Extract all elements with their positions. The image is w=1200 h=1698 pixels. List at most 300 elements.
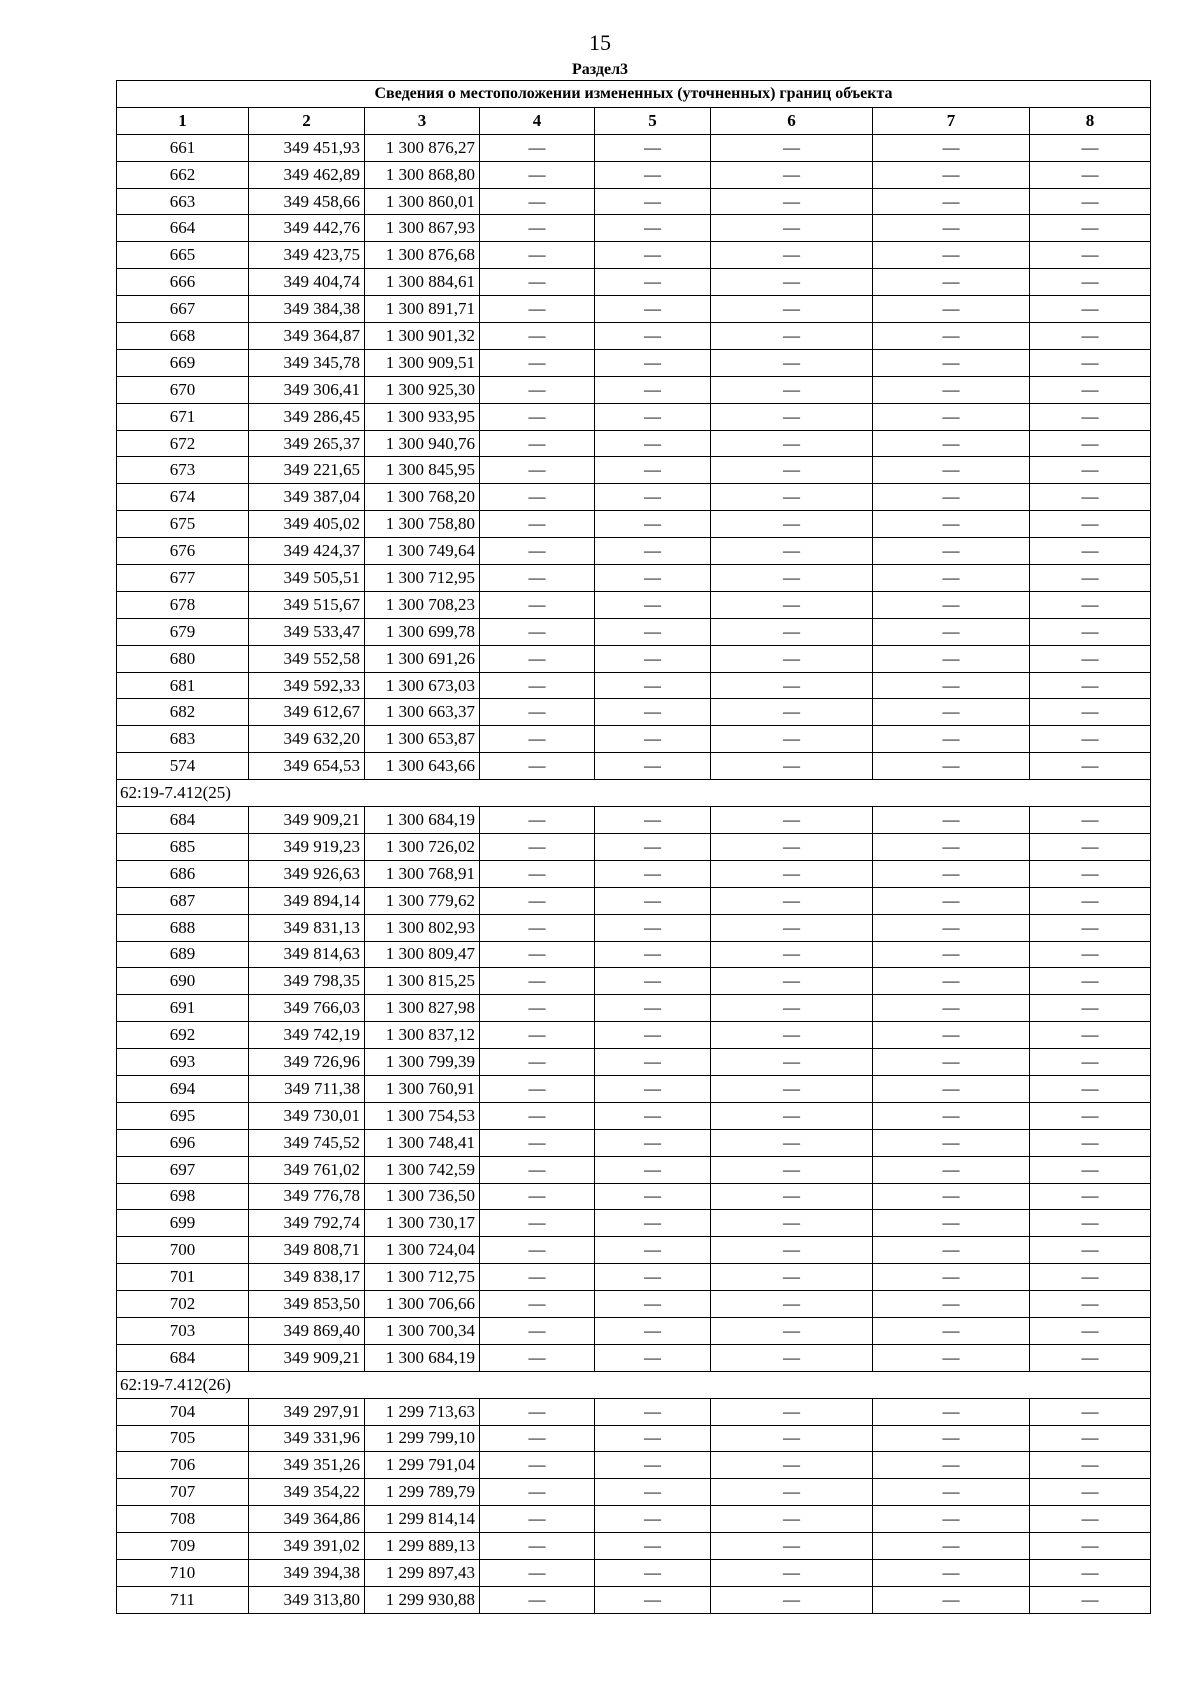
y-coordinate-cell: 1 300 708,23 xyxy=(365,591,480,618)
table-row xyxy=(117,296,1151,323)
x-coordinate-cell: 349 909,21 xyxy=(249,1344,365,1371)
empty-value-dash: — xyxy=(595,430,711,457)
empty-value-dash: — xyxy=(1030,914,1151,941)
empty-value-dash: — xyxy=(480,1344,595,1371)
column-number-row xyxy=(117,107,1151,134)
empty-value-dash: — xyxy=(595,1533,711,1560)
empty-value-dash: — xyxy=(480,1183,595,1210)
empty-value-dash: — xyxy=(595,1344,711,1371)
empty-value-dash: — xyxy=(1030,565,1151,592)
empty-value-dash: — xyxy=(595,349,711,376)
table-row xyxy=(117,1344,1151,1371)
empty-value-dash: — xyxy=(711,1506,873,1533)
empty-value-dash: — xyxy=(1030,618,1151,645)
empty-value-dash: — xyxy=(711,887,873,914)
empty-value-dash: — xyxy=(873,430,1030,457)
x-coordinate-cell: 349 838,17 xyxy=(249,1264,365,1291)
empty-value-dash: — xyxy=(873,511,1030,538)
point-number-cell: 710 xyxy=(117,1559,249,1586)
x-coordinate-cell: 349 265,37 xyxy=(249,430,365,457)
y-coordinate-cell: 1 300 884,61 xyxy=(365,269,480,296)
empty-value-dash: — xyxy=(595,565,711,592)
table-caption: Сведения о местоположении измененных (уточненных) границ объекта xyxy=(117,81,1151,108)
empty-value-dash: — xyxy=(711,807,873,834)
empty-value-dash: — xyxy=(711,1344,873,1371)
y-coordinate-cell: 1 300 724,04 xyxy=(365,1237,480,1264)
empty-value-dash: — xyxy=(1030,1344,1151,1371)
empty-value-dash: — xyxy=(595,618,711,645)
empty-value-dash: — xyxy=(595,1183,711,1210)
table-row xyxy=(117,403,1151,430)
empty-value-dash: — xyxy=(711,1586,873,1613)
point-number-cell: 680 xyxy=(117,645,249,672)
empty-value-dash: — xyxy=(711,726,873,753)
empty-value-dash: — xyxy=(595,1022,711,1049)
empty-value-dash: — xyxy=(595,860,711,887)
empty-value-dash: — xyxy=(1030,349,1151,376)
y-coordinate-cell: 1 300 730,17 xyxy=(365,1210,480,1237)
empty-value-dash: — xyxy=(711,591,873,618)
empty-value-dash: — xyxy=(595,1129,711,1156)
empty-value-dash: — xyxy=(873,349,1030,376)
table-row xyxy=(117,1129,1151,1156)
empty-value-dash: — xyxy=(711,1156,873,1183)
empty-value-dash: — xyxy=(595,1452,711,1479)
empty-value-dash: — xyxy=(1030,1264,1151,1291)
x-coordinate-cell: 349 632,20 xyxy=(249,726,365,753)
empty-value-dash: — xyxy=(873,914,1030,941)
empty-value-dash: — xyxy=(873,887,1030,914)
x-coordinate-cell: 349 387,04 xyxy=(249,484,365,511)
table-row xyxy=(117,995,1151,1022)
empty-value-dash: — xyxy=(711,995,873,1022)
empty-value-dash: — xyxy=(1030,699,1151,726)
y-coordinate-cell: 1 300 749,64 xyxy=(365,538,480,565)
y-coordinate-cell: 1 300 758,80 xyxy=(365,511,480,538)
table-row xyxy=(117,618,1151,645)
empty-value-dash: — xyxy=(480,1425,595,1452)
x-coordinate-cell: 349 423,75 xyxy=(249,242,365,269)
empty-value-dash: — xyxy=(873,672,1030,699)
table-row xyxy=(117,807,1151,834)
empty-value-dash: — xyxy=(1030,538,1151,565)
point-number-cell: 672 xyxy=(117,430,249,457)
x-coordinate-cell: 349 814,63 xyxy=(249,941,365,968)
empty-value-dash: — xyxy=(711,511,873,538)
x-coordinate-cell: 349 313,80 xyxy=(249,1586,365,1613)
point-number-cell: 692 xyxy=(117,1022,249,1049)
empty-value-dash: — xyxy=(480,1049,595,1076)
empty-value-dash: — xyxy=(480,403,595,430)
table-row xyxy=(117,323,1151,350)
empty-value-dash: — xyxy=(1030,753,1151,780)
group-row xyxy=(117,780,1151,807)
point-number-cell: 663 xyxy=(117,188,249,215)
point-number-cell: 674 xyxy=(117,484,249,511)
point-number-cell: 686 xyxy=(117,860,249,887)
empty-value-dash: — xyxy=(480,1506,595,1533)
point-number-cell: 574 xyxy=(117,753,249,780)
empty-value-dash: — xyxy=(711,1317,873,1344)
empty-value-dash: — xyxy=(711,269,873,296)
empty-value-dash: — xyxy=(873,1425,1030,1452)
empty-value-dash: — xyxy=(1030,1022,1151,1049)
point-number-cell: 704 xyxy=(117,1398,249,1425)
empty-value-dash: — xyxy=(873,1291,1030,1318)
point-number-cell: 696 xyxy=(117,1129,249,1156)
empty-value-dash: — xyxy=(595,914,711,941)
point-number-cell: 675 xyxy=(117,511,249,538)
empty-value-dash: — xyxy=(873,269,1030,296)
empty-value-dash: — xyxy=(1030,1586,1151,1613)
point-number-cell: 698 xyxy=(117,1183,249,1210)
empty-value-dash: — xyxy=(711,941,873,968)
table-row xyxy=(117,538,1151,565)
x-coordinate-cell: 349 297,91 xyxy=(249,1398,365,1425)
x-coordinate-cell: 349 442,76 xyxy=(249,215,365,242)
x-coordinate-cell: 349 394,38 xyxy=(249,1559,365,1586)
point-number-cell: 697 xyxy=(117,1156,249,1183)
x-coordinate-cell: 349 533,47 xyxy=(249,618,365,645)
empty-value-dash: — xyxy=(480,1022,595,1049)
empty-value-dash: — xyxy=(873,403,1030,430)
empty-value-dash: — xyxy=(1030,1506,1151,1533)
empty-value-dash: — xyxy=(595,1398,711,1425)
empty-value-dash: — xyxy=(873,1075,1030,1102)
y-coordinate-cell: 1 300 845,95 xyxy=(365,457,480,484)
empty-value-dash: — xyxy=(873,726,1030,753)
y-coordinate-cell: 1 300 901,32 xyxy=(365,323,480,350)
empty-value-dash: — xyxy=(873,1533,1030,1560)
y-coordinate-cell: 1 300 860,01 xyxy=(365,188,480,215)
table-row xyxy=(117,161,1151,188)
empty-value-dash: — xyxy=(480,215,595,242)
empty-value-dash: — xyxy=(873,1156,1030,1183)
empty-value-dash: — xyxy=(1030,403,1151,430)
x-coordinate-cell: 349 853,50 xyxy=(249,1291,365,1318)
empty-value-dash: — xyxy=(1030,188,1151,215)
empty-value-dash: — xyxy=(480,1291,595,1318)
empty-value-dash: — xyxy=(480,699,595,726)
table-row xyxy=(117,645,1151,672)
empty-value-dash: — xyxy=(1030,1398,1151,1425)
x-coordinate-cell: 349 354,22 xyxy=(249,1479,365,1506)
empty-value-dash: — xyxy=(480,1559,595,1586)
table-row xyxy=(117,134,1151,161)
empty-value-dash: — xyxy=(480,1398,595,1425)
x-coordinate-cell: 349 515,67 xyxy=(249,591,365,618)
empty-value-dash: — xyxy=(595,1049,711,1076)
empty-value-dash: — xyxy=(595,645,711,672)
empty-value-dash: — xyxy=(1030,1210,1151,1237)
y-coordinate-cell: 1 299 889,13 xyxy=(365,1533,480,1560)
empty-value-dash: — xyxy=(480,1533,595,1560)
table-row xyxy=(117,1210,1151,1237)
table-row xyxy=(117,1049,1151,1076)
table-row xyxy=(117,269,1151,296)
table-row xyxy=(117,430,1151,457)
point-number-cell: 691 xyxy=(117,995,249,1022)
empty-value-dash: — xyxy=(480,1479,595,1506)
x-coordinate-cell: 349 458,66 xyxy=(249,188,365,215)
empty-value-dash: — xyxy=(711,1479,873,1506)
empty-value-dash: — xyxy=(480,995,595,1022)
point-number-cell: 679 xyxy=(117,618,249,645)
empty-value-dash: — xyxy=(1030,860,1151,887)
point-number-cell: 670 xyxy=(117,376,249,403)
empty-value-dash: — xyxy=(480,672,595,699)
point-number-cell: 668 xyxy=(117,323,249,350)
empty-value-dash: — xyxy=(480,1075,595,1102)
empty-value-dash: — xyxy=(595,296,711,323)
empty-value-dash: — xyxy=(711,645,873,672)
x-coordinate-cell: 349 654,53 xyxy=(249,753,365,780)
empty-value-dash: — xyxy=(873,1479,1030,1506)
x-coordinate-cell: 349 909,21 xyxy=(249,807,365,834)
empty-value-dash: — xyxy=(873,565,1030,592)
x-coordinate-cell: 349 745,52 xyxy=(249,1129,365,1156)
empty-value-dash: — xyxy=(711,188,873,215)
y-coordinate-cell: 1 299 930,88 xyxy=(365,1586,480,1613)
table-row xyxy=(117,699,1151,726)
point-number-cell: 689 xyxy=(117,941,249,968)
empty-value-dash: — xyxy=(711,538,873,565)
x-coordinate-cell: 349 306,41 xyxy=(249,376,365,403)
empty-value-dash: — xyxy=(873,699,1030,726)
empty-value-dash: — xyxy=(873,538,1030,565)
empty-value-dash: — xyxy=(711,430,873,457)
empty-value-dash: — xyxy=(480,968,595,995)
empty-value-dash: — xyxy=(873,1344,1030,1371)
empty-value-dash: — xyxy=(711,618,873,645)
empty-value-dash: — xyxy=(1030,1102,1151,1129)
empty-value-dash: — xyxy=(595,1156,711,1183)
empty-value-dash: — xyxy=(711,1022,873,1049)
x-coordinate-cell: 349 424,37 xyxy=(249,538,365,565)
empty-value-dash: — xyxy=(595,1586,711,1613)
empty-value-dash: — xyxy=(873,833,1030,860)
y-coordinate-cell: 1 300 653,87 xyxy=(365,726,480,753)
table-row xyxy=(117,1183,1151,1210)
empty-value-dash: — xyxy=(873,1210,1030,1237)
empty-value-dash: — xyxy=(480,161,595,188)
empty-value-dash: — xyxy=(480,1102,595,1129)
page-number: 15 xyxy=(589,30,611,55)
empty-value-dash: — xyxy=(873,1049,1030,1076)
empty-value-dash: — xyxy=(480,296,595,323)
point-number-cell: 707 xyxy=(117,1479,249,1506)
empty-value-dash: — xyxy=(595,1210,711,1237)
table-row xyxy=(117,511,1151,538)
x-coordinate-cell: 349 451,93 xyxy=(249,134,365,161)
empty-value-dash: — xyxy=(873,457,1030,484)
table-row xyxy=(117,1264,1151,1291)
empty-value-dash: — xyxy=(1030,1317,1151,1344)
empty-value-dash: — xyxy=(873,807,1030,834)
empty-value-dash: — xyxy=(873,941,1030,968)
y-coordinate-cell: 1 300 691,26 xyxy=(365,645,480,672)
empty-value-dash: — xyxy=(873,1022,1030,1049)
x-coordinate-cell: 349 711,38 xyxy=(249,1075,365,1102)
point-number-cell: 693 xyxy=(117,1049,249,1076)
point-number-cell: 678 xyxy=(117,591,249,618)
empty-value-dash: — xyxy=(711,1049,873,1076)
y-coordinate-cell: 1 300 909,51 xyxy=(365,349,480,376)
table-row xyxy=(117,565,1151,592)
empty-value-dash: — xyxy=(480,887,595,914)
empty-value-dash: — xyxy=(1030,1533,1151,1560)
empty-value-dash: — xyxy=(1030,591,1151,618)
point-number-cell: 681 xyxy=(117,672,249,699)
table-row xyxy=(117,1425,1151,1452)
empty-value-dash: — xyxy=(711,1210,873,1237)
empty-value-dash: — xyxy=(873,188,1030,215)
coordinates-table xyxy=(116,80,1151,1614)
point-number-cell: 666 xyxy=(117,269,249,296)
empty-value-dash: — xyxy=(873,753,1030,780)
x-coordinate-cell: 349 462,89 xyxy=(249,161,365,188)
y-coordinate-cell: 1 300 799,39 xyxy=(365,1049,480,1076)
table-row xyxy=(117,887,1151,914)
table-row xyxy=(117,1452,1151,1479)
empty-value-dash: — xyxy=(873,1237,1030,1264)
empty-value-dash: — xyxy=(711,565,873,592)
empty-value-dash: — xyxy=(711,1075,873,1102)
point-number-cell: 683 xyxy=(117,726,249,753)
empty-value-dash: — xyxy=(711,376,873,403)
empty-value-dash: — xyxy=(595,887,711,914)
empty-value-dash: — xyxy=(711,672,873,699)
empty-value-dash: — xyxy=(480,1156,595,1183)
empty-value-dash: — xyxy=(711,1129,873,1156)
empty-value-dash: — xyxy=(1030,968,1151,995)
empty-value-dash: — xyxy=(595,591,711,618)
empty-value-dash: — xyxy=(1030,1049,1151,1076)
y-coordinate-cell: 1 300 891,71 xyxy=(365,296,480,323)
empty-value-dash: — xyxy=(480,726,595,753)
empty-value-dash: — xyxy=(595,161,711,188)
table-row xyxy=(117,941,1151,968)
empty-value-dash: — xyxy=(711,1291,873,1318)
y-coordinate-cell: 1 300 809,47 xyxy=(365,941,480,968)
table-row xyxy=(117,1559,1151,1586)
y-coordinate-cell: 1 300 815,25 xyxy=(365,968,480,995)
empty-value-dash: — xyxy=(595,376,711,403)
empty-value-dash: — xyxy=(1030,430,1151,457)
empty-value-dash: — xyxy=(711,403,873,430)
empty-value-dash: — xyxy=(480,645,595,672)
empty-value-dash: — xyxy=(595,538,711,565)
empty-value-dash: — xyxy=(1030,134,1151,161)
empty-value-dash: — xyxy=(1030,1156,1151,1183)
y-coordinate-cell: 1 300 673,03 xyxy=(365,672,480,699)
table-row xyxy=(117,833,1151,860)
point-number-cell: 706 xyxy=(117,1452,249,1479)
y-coordinate-cell: 1 300 779,62 xyxy=(365,887,480,914)
point-number-cell: 676 xyxy=(117,538,249,565)
y-coordinate-cell: 1 300 876,68 xyxy=(365,242,480,269)
point-number-cell: 685 xyxy=(117,833,249,860)
x-coordinate-cell: 349 926,63 xyxy=(249,860,365,887)
empty-value-dash: — xyxy=(711,134,873,161)
empty-value-dash: — xyxy=(595,833,711,860)
table-row xyxy=(117,188,1151,215)
y-coordinate-cell: 1 299 799,10 xyxy=(365,1425,480,1452)
point-number-cell: 665 xyxy=(117,242,249,269)
x-coordinate-cell: 349 404,74 xyxy=(249,269,365,296)
section-title: Раздел3 xyxy=(571,61,629,78)
x-coordinate-cell: 349 364,86 xyxy=(249,1506,365,1533)
x-coordinate-cell: 349 798,35 xyxy=(249,968,365,995)
empty-value-dash: — xyxy=(711,484,873,511)
empty-value-dash: — xyxy=(480,1264,595,1291)
empty-value-dash: — xyxy=(480,914,595,941)
empty-value-dash: — xyxy=(595,457,711,484)
y-coordinate-cell: 1 300 742,59 xyxy=(365,1156,480,1183)
column-number: 4 xyxy=(480,107,595,134)
x-coordinate-cell: 349 612,67 xyxy=(249,699,365,726)
x-coordinate-cell: 349 391,02 xyxy=(249,1533,365,1560)
table-row xyxy=(117,914,1151,941)
column-number: 8 xyxy=(1030,107,1151,134)
y-coordinate-cell: 1 299 789,79 xyxy=(365,1479,480,1506)
empty-value-dash: — xyxy=(711,914,873,941)
x-coordinate-cell: 349 919,23 xyxy=(249,833,365,860)
y-coordinate-cell: 1 300 700,34 xyxy=(365,1317,480,1344)
y-coordinate-cell: 1 300 827,98 xyxy=(365,995,480,1022)
empty-value-dash: — xyxy=(711,215,873,242)
empty-value-dash: — xyxy=(711,968,873,995)
empty-value-dash: — xyxy=(480,242,595,269)
empty-value-dash: — xyxy=(480,484,595,511)
table-row xyxy=(117,457,1151,484)
x-coordinate-cell: 349 761,02 xyxy=(249,1156,365,1183)
empty-value-dash: — xyxy=(1030,511,1151,538)
empty-value-dash: — xyxy=(1030,1291,1151,1318)
empty-value-dash: — xyxy=(480,538,595,565)
table-row xyxy=(117,1398,1151,1425)
empty-value-dash: — xyxy=(873,618,1030,645)
point-number-cell: 684 xyxy=(117,807,249,834)
table-row xyxy=(117,1156,1151,1183)
y-coordinate-cell: 1 300 760,91 xyxy=(365,1075,480,1102)
empty-value-dash: — xyxy=(873,1129,1030,1156)
empty-value-dash: — xyxy=(480,1237,595,1264)
empty-value-dash: — xyxy=(595,968,711,995)
x-coordinate-cell: 349 505,51 xyxy=(249,565,365,592)
empty-value-dash: — xyxy=(480,188,595,215)
x-coordinate-cell: 349 384,38 xyxy=(249,296,365,323)
empty-value-dash: — xyxy=(1030,323,1151,350)
empty-value-dash: — xyxy=(1030,1075,1151,1102)
empty-value-dash: — xyxy=(873,1102,1030,1129)
empty-value-dash: — xyxy=(711,296,873,323)
y-coordinate-cell: 1 300 868,80 xyxy=(365,161,480,188)
empty-value-dash: — xyxy=(711,1264,873,1291)
table-row xyxy=(117,1586,1151,1613)
x-coordinate-cell: 349 742,19 xyxy=(249,1022,365,1049)
x-coordinate-cell: 349 726,96 xyxy=(249,1049,365,1076)
column-number: 6 xyxy=(711,107,873,134)
table-row xyxy=(117,215,1151,242)
x-coordinate-cell: 349 869,40 xyxy=(249,1317,365,1344)
table-row xyxy=(117,860,1151,887)
table-row xyxy=(117,1075,1151,1102)
empty-value-dash: — xyxy=(1030,887,1151,914)
y-coordinate-cell: 1 300 684,19 xyxy=(365,807,480,834)
empty-value-dash: — xyxy=(480,860,595,887)
empty-value-dash: — xyxy=(711,1102,873,1129)
